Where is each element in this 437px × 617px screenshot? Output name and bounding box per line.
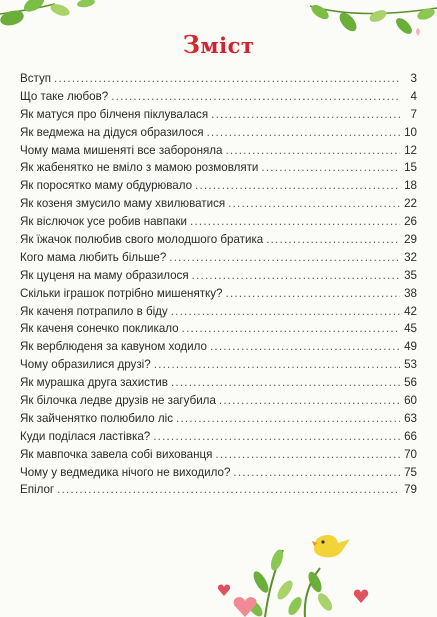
toc-dot-leader (195, 177, 400, 195)
toc-entry-title: Чому мама мишеняті все забороняла (20, 143, 223, 157)
toc-page-number: 26 (404, 215, 417, 229)
toc-dot-leader (192, 267, 400, 285)
toc-page-number: 75 (404, 465, 417, 479)
toc-entry[interactable] (20, 410, 417, 428)
toc-entry-title: Як білочка ледве друзів не загубила (20, 394, 216, 408)
toc-page-number: 3 (410, 72, 417, 85)
toc-dot-leader (182, 320, 400, 338)
toc-entry-title: Як мавпочка завела собі вихованця (20, 447, 213, 461)
toc-entry[interactable] (20, 195, 417, 213)
toc-dot-leader (171, 303, 400, 321)
toc-entry[interactable] (20, 303, 417, 321)
toc-entry-title: Як матуся про білченя піклувалася (20, 107, 209, 121)
toc-page-number: 53 (404, 358, 417, 372)
toc-entry[interactable] (20, 374, 417, 392)
heart-icon (217, 583, 231, 597)
toc-entry-title: Вступ (20, 72, 52, 85)
toc-page-number: 56 (404, 376, 417, 390)
toc-dot-leader (176, 410, 400, 428)
toc-entry[interactable] (20, 213, 417, 231)
toc-page-number: 32 (404, 250, 417, 264)
toc-entry-title: Як каченя потрапило в біду (20, 304, 168, 318)
toc-entry-title: Чому у ведмедика нічого не виходило? (20, 465, 231, 479)
toc-dot-leader (228, 195, 400, 213)
toc-entry[interactable] (20, 177, 417, 195)
toc-entry[interactable] (20, 70, 417, 88)
toc-dot-leader (153, 428, 400, 446)
toc-entry-title: Чому образилися друзі? (20, 358, 151, 372)
toc-page-number: 15 (404, 161, 417, 175)
toc-dot-leader (211, 106, 400, 124)
toc-page-number: 45 (404, 322, 417, 336)
page-title (0, 30, 437, 59)
toc-page-number: 42 (404, 304, 417, 318)
toc-entry[interactable] (20, 356, 417, 374)
toc-entry[interactable] (20, 142, 417, 160)
toc-entry[interactable] (20, 481, 417, 499)
toc-dot-leader (171, 374, 400, 392)
toc-entry[interactable] (20, 338, 417, 356)
toc-dot-leader (169, 249, 400, 267)
heart-icon (232, 596, 258, 617)
toc-dot-leader (57, 481, 400, 499)
toc-dot-leader (207, 124, 400, 142)
toc-entry[interactable] (20, 159, 417, 177)
toc-page-number: 22 (404, 197, 417, 211)
toc-page-number: 35 (404, 268, 417, 282)
toc-entry[interactable] (20, 249, 417, 267)
heart-icon (353, 588, 369, 604)
toc-entry-title: Як поросятко маму обдурювало (20, 179, 193, 193)
toc-entry-title: Що таке любов? (20, 89, 109, 103)
title-rest: міст (200, 33, 255, 58)
toc-entry[interactable] (20, 88, 417, 106)
toc-entry[interactable] (20, 231, 417, 249)
toc-entry[interactable] (20, 428, 417, 446)
toc-entry-title: Як козеня змусило маму хвилюватися (20, 197, 226, 211)
toc-entry-title: Як верблюденя за кавуном ходило (20, 340, 207, 354)
table-of-contents (20, 70, 417, 499)
toc-page-number: 66 (404, 429, 417, 443)
toc-entry[interactable] (20, 124, 417, 142)
toc-dot-leader (54, 70, 400, 88)
toc-entry-title: Як віслючок усе робив навпаки (20, 215, 187, 229)
toc-entry-title: Як зайченятко полюбило ліс (20, 411, 174, 425)
toc-page-number: 4 (410, 89, 417, 103)
toc-page-number: 29 (404, 233, 417, 247)
toc-entry[interactable] (20, 320, 417, 338)
toc-page-number: 79 (404, 483, 417, 497)
bird-icon (308, 527, 352, 561)
toc-entry-title: Кого мама любить більше? (20, 250, 167, 264)
toc-dot-leader (154, 356, 400, 374)
toc-page-number: 7 (410, 107, 417, 121)
toc-dot-leader (210, 338, 400, 356)
toc-page-number: 12 (404, 143, 417, 157)
toc-dot-leader (226, 285, 401, 303)
toc-entry-title: Як цуценя на маму образилося (20, 268, 189, 282)
toc-entry-title: Куди поділася ластівка? (20, 429, 151, 443)
toc-entry-title: Як ведмежа на дідуся образилося (20, 125, 204, 139)
toc-dot-leader (266, 231, 400, 249)
toc-page-number: 63 (404, 411, 417, 425)
toc-page-number: 49 (404, 340, 417, 354)
toc-dot-leader (215, 446, 400, 464)
toc-entry[interactable] (20, 285, 417, 303)
toc-dot-leader (111, 88, 400, 106)
toc-entry-title: Як жабенятко не вміло з мамою розмовляти (20, 161, 259, 175)
toc-entry[interactable] (20, 267, 417, 285)
toc-dot-leader (190, 213, 400, 231)
toc-entry[interactable] (20, 392, 417, 410)
toc-page-number: 18 (404, 179, 417, 193)
toc-dot-leader (233, 464, 400, 482)
toc-page-number: 38 (404, 286, 417, 300)
toc-entry-title: Епілог (20, 483, 55, 497)
toc-entry[interactable] (20, 464, 417, 482)
toc-entry-title: Як їжачок полюбив свого молодшого братика (20, 233, 264, 247)
toc-entry-title: Як мурашка друга захистив (20, 376, 168, 390)
toc-dot-leader (261, 159, 400, 177)
toc-page-number: 60 (404, 394, 417, 408)
toc-page-number: 70 (404, 447, 417, 461)
toc-entry-title: Як каченя сонечко покликало (20, 322, 179, 336)
toc-entry-title: Скільки іграшок потрібно мишенятку? (20, 286, 223, 300)
toc-entry[interactable] (20, 446, 417, 464)
title-first-letter: З (182, 30, 201, 59)
toc-dot-leader (219, 392, 400, 410)
toc-page-number: 10 (404, 125, 417, 139)
toc-dot-leader (225, 142, 400, 160)
toc-entry[interactable] (20, 106, 417, 124)
